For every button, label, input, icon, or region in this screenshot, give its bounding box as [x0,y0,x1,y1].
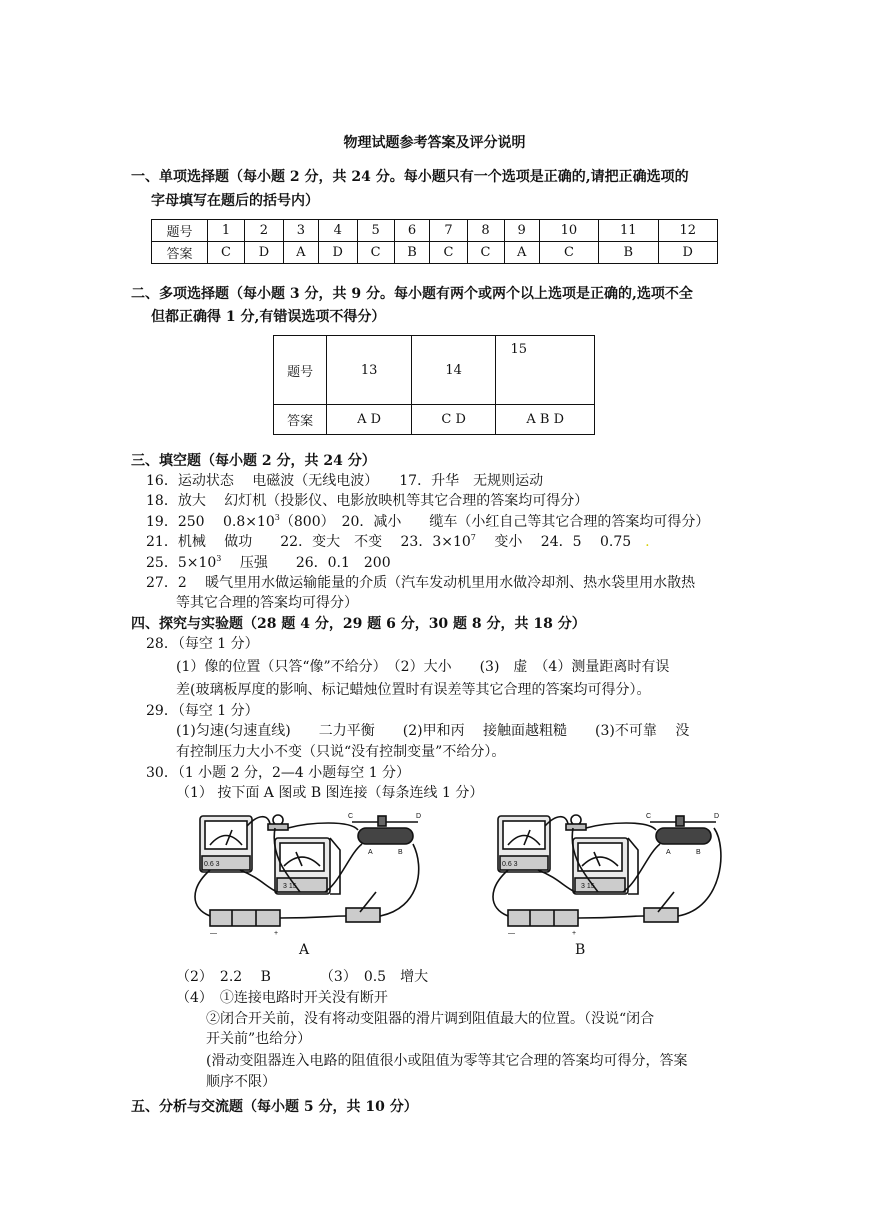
row-label-answer: 答案 [274,405,327,435]
terminal-b-label: B [696,849,701,856]
table-cell: 3 [283,220,318,242]
q29-answer: (1)匀速(匀速直线) 二力平衡 (2)甲和丙 接触面越粗糙 (3)不可靠 没 [176,723,690,739]
terminal-c-label: C [646,813,652,820]
table-cell: C [539,242,598,264]
q30-part4-b: ②闭合开关前，没有将动变阻器的滑片调到阻值最大的位置。（没说“闭合 [206,1011,655,1027]
terminal-a-label: A [368,849,373,856]
table-cell: A D [327,405,412,435]
battery-minus-label: — [508,930,515,937]
table-cell: 15 [496,336,595,405]
answer-25-26: 25．$5\times 10^3$ 压强 26．0.1 200 [146,554,391,571]
table-cell: C [430,242,467,264]
section3-heading: 三、填空题（每小题 2 分，共 24 分） [131,453,376,469]
table-cell: D [318,242,357,264]
table-cell: 6 [394,220,430,242]
section1-heading: 一、单项选择题（每小题 2 分，共 24 分。每小题只有一个选项是正确的,请把正确选项的 [131,169,689,185]
figure-a-label: A [299,942,310,958]
answer-27-cont: 等其它合理的答案均可得分） [176,595,358,611]
battery-plus-label: + [572,930,577,937]
table-cell: 11 [599,220,658,242]
q30-part4: （4） ①连接电路时开关没有断开 [176,990,388,1006]
table-cell: D [658,242,718,264]
ammeter-scale-label: 0.6 3 [204,861,220,868]
table-cell: 4 [318,220,357,242]
table-cell: A [283,242,318,264]
section4-heading: 四、探究与实验题（28 题 4 分，29 题 6 分，30 题 8 分，共 18 分） [131,616,586,632]
answer-19-20: 19．250 $0.8\times 10^3(800)$ 20．减小 缆车（小红自己等其它合理的答案均可得分） [146,513,710,530]
battery-plus-label: + [274,930,279,937]
ammeter-scale-label: 0.6 3 [502,861,518,868]
table-cell: A [504,242,539,264]
q29-label: 29．（每空 1 分） [146,703,259,719]
table-cell: 1 [208,220,245,242]
table-cell: B [599,242,658,264]
q30-part2-3: （2） 2.2 B （3） 0.5 增大 [176,969,429,985]
table-cell: 12 [658,220,718,242]
q30-part4-e: 顺序不限） [206,1074,276,1090]
terminal-a-label: A [666,849,671,856]
q30-part1: （1） 按下面 A 图或 B 图连接（每条连线 1 分） [176,785,484,801]
battery-minus-label: — [210,930,217,937]
terminal-c-label: C [348,813,354,820]
answer-16-17: 16．运动状态 电磁波（无线电波） 17．升华 无规则运动 [146,473,544,489]
section1-heading-cont: 字母填写在题后的括号内） [151,193,319,209]
terminal-b-label: B [398,849,403,856]
q28-answer: (1）像的位置（只答“像”不给分） （2）大小 (3) 虚 （4）测量距离时有误 [176,659,670,675]
table-cell: C [357,242,394,264]
circuit-diagram-a [180,808,440,938]
section2-heading: 二、多项选择题（每小题 3 分，共 9 分。每小题有两个或两个以上选项是正确的,选项不全 [131,286,693,302]
table-cell: D [245,242,284,264]
circuit-diagram-b [478,808,738,938]
table-cell: C [467,242,504,264]
table-cell: 14 [411,336,496,405]
q30-part4-c: 开关前”也给分） [206,1031,312,1047]
table-cell: 5 [357,220,394,242]
answer-18: 18．放大 幻灯机（投影仪、电影放映机等其它合理的答案均可得分） [146,493,589,509]
table-cell: 7 [430,220,467,242]
voltmeter-scale-label: 3 15 [581,883,595,890]
table-cell: B [394,242,430,264]
section1-answer-table [151,219,718,264]
table-cell: 8 [467,220,504,242]
row-label-number: 题号 [274,336,327,405]
answer-27: 27．2 暖气里用水做运输能量的介质（汽车发动机里用水做冷却剂、热水袋里用水散热 [146,575,696,591]
q28-label: 28．（每空 1 分） [146,636,259,652]
page-title: 物理试题参考答案及评分说明 [343,135,526,151]
answer-21-24: 21．机械 做功 22．变大 不变 23．$3\times 10^7$ 变小 24．5 0.75 . [146,533,650,550]
section2-answer-table [273,335,595,435]
section5-heading: 五、分析与交流题（每小题 5 分，共 10 分） [131,1099,418,1115]
figure-b-label: B [575,942,586,958]
table-cell: 10 [539,220,598,242]
voltmeter-scale-label: 3 15 [283,883,297,890]
table-cell: 2 [245,220,284,242]
terminal-d-label: D [416,813,422,820]
table-cell: C [208,242,245,264]
section2-heading-cont: 但都正确得 1 分,有错误选项不得分） [151,309,386,325]
terminal-d-label: D [714,813,720,820]
q28-answer-cont: 差(玻璃板厚度的影响、标记蜡烛位置时有误差等其它合理的答案均可得分）。 [176,682,651,698]
table-cell: C D [411,405,496,435]
q30-part4-d: (滑动变阻器连入电路的阻值很小或阻值为零等其它合理的答案均可得分，答案 [206,1053,688,1069]
table-cell: A B D [496,405,595,435]
table-cell: 9 [504,220,539,242]
q29-answer-cont: 有控制压力大小不变（只说“没有控制变量”不给分）。 [176,744,506,760]
row-label-answer: 答案 [152,242,208,264]
table-cell: 13 [327,336,412,405]
q30-label: 30．（1 小题 2 分，2—4 小题每空 1 分） [146,765,411,781]
row-label-number: 题号 [152,220,208,242]
